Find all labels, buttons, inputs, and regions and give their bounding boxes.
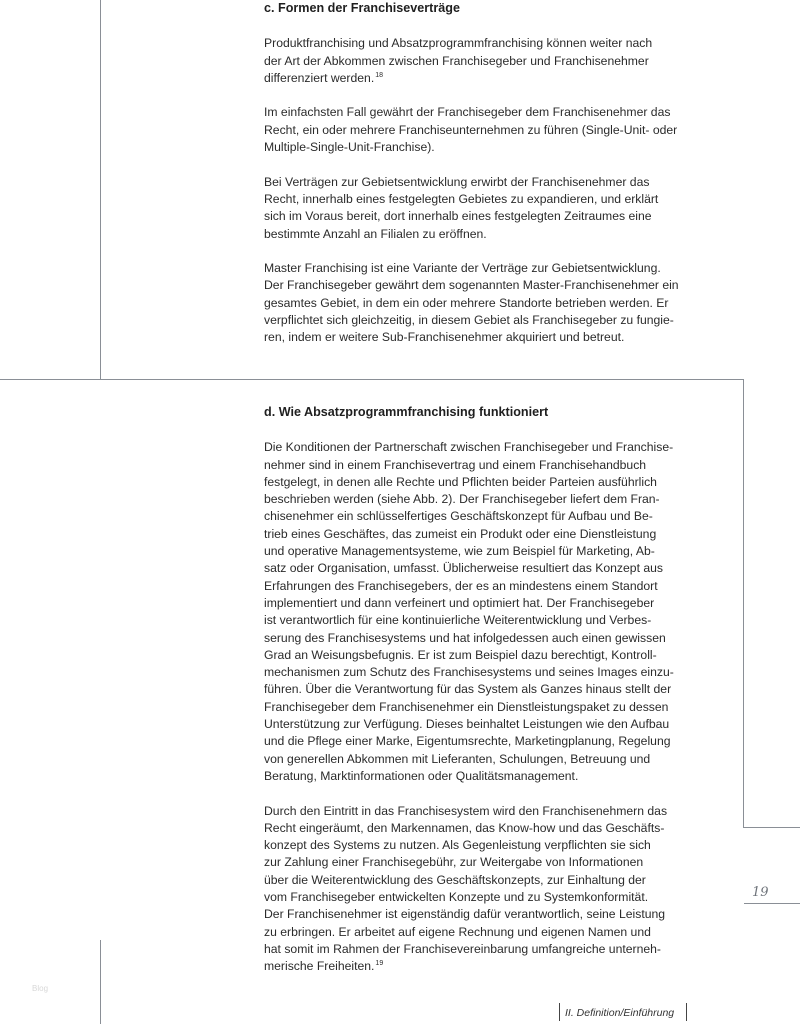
right-bracket-line [743,379,744,828]
section-c [264,0,704,364]
section-c-paragraph: Bei Verträgen zur Gebietsentwicklung erwirbt der Franchisenehmer das Recht, innerhalb eines festgelegten Gebietes zu expandieren, und erklärt sich im Voraus bereit, dort innerhalb eines festgelegten Zeitraumes eine bestimmte Anzahl an Filialen zu eröffnen. [264,174,659,241]
footer-chapter-label: II. Definition/Einführung [565,1007,675,1019]
lower-left-border-line [100,940,101,1024]
page-number-underline [744,903,800,904]
section-d-paragraph: Die Konditionen der Partnerschaft zwischen Franchisegeber und Franchise- nehmer sind in einem Franchisevertrag und einem Franchisehandbuch festgelegt, in denen alle Rechte und Pflichten beider Parteien ausführlich beschrieben werden (siehe Abb. 2). Der Franchisegeber liefert dem Fran- chisenehmer ein schlüsselfertiges Geschäftskonzept für Aufbau und Be- trieb eines Geschäftes, das zumeist ein Produkt oder eine Dienstleistung und operative Managementsysteme, wie zum Beispiel für Marketing, Ab- satz oder Organisation, umfasst. Üblicherweise resultiert das Konzept aus Erfahrungen des Franchisegebers, der es an mindestens einem Standort implementiert und dann verfeinert und optimiert hat. Der Franchisegeber ist verantwortlich für eine kontinuierliche Weiterentwicklung und Verbes- serung des Franchisesystems und hat infolgedessen auch einen gewissen Grad an Weisungsbefugnis. Er ist zum Beispiel dazu berechtigt, Kontroll- mechanismen zum Schutz des Franchisesystems und seines Images einzu- führen. Über die Verantwortung für das System als Ganzes hinaus stellt der Franchisegeber dem Franchisenehmer ein Dienstleistungspaket zu dessen Unterstützung zur Verfügung. Dieses beinhaltet Leistungen wie den Aufbau und die Pflege einer Marke, Eigentumsrechte, Marketingplanung, Regelung von generellen Abkommen mit Lieferanten, Schulungen, Betreuung und Beratung, Marktinformationen oder Qualitätsmanagement. [264,440,674,783]
paragraph-text: Produktfranchising und Absatzprogrammfranchising können weiter nach der Art der Abkommen zwischen Franchisegeber und Franchisenehmer differenziert werden. [264,36,653,85]
section-c-paragraph: Master Franchising ist eine Variante der Verträge zur Gebietsentwicklung. Der Franchisegeber gewährt dem sogenannten Master-Franchisenehmer ein gesamtes Gebiet, in dem ein oder mehrere Standorte betrieben werden. Er verpflichtet sich gleichzeitig, in diesem Gebiet als Franchisegeber zu fungie- ren, indem er weitere Sub-Franchisenehmer akquiriert und betreut. [264,261,679,345]
section-divider-line [0,379,744,380]
section-d [264,404,704,993]
section-c-heading: c. Formen der Franchiseverträge [264,1,460,15]
section-d-paragraph [264,803,704,976]
footnote-marker: 18 [375,71,383,79]
footnote-marker: 19 [375,960,384,968]
section-c-paragraph: Im einfachsten Fall gewährt der Franchisegeber dem Franchisenehmer das Recht, ein oder mehrere Franchiseunternehmen zu führen (Single-Unit- oder Multiple-Single-Unit-Franchise). [264,105,678,155]
footer-separator-right [686,1003,687,1021]
section-d-heading: d. Wie Absatzprogrammfranchising funktioniert [264,405,549,419]
section-c-paragraph [264,35,704,87]
footer-separator-left [559,1003,560,1021]
watermark-text: Blog [32,984,49,993]
left-border-line [100,0,101,380]
right-bracket-bottom-line [743,827,800,828]
page-number: 19 [752,885,769,900]
paragraph-text: Durch den Eintritt in das Franchisesystem wird den Franchisenehmern das Recht eingeräumt, den Markennamen, das Know-how und das Geschäfts- konzept des Systems zu nutzen. Als Gegenleistung verpflichten sie sich zur Zahlung einer Franchisegebühr, zur Weitergabe von Informationen über die Weiterentwicklung des Geschäftskonzepts, zur Einhaltung der vom Franchisegeber entwickelten Konzepte und zu Systemkonformität. Der Franchisenehmer ist eigenständig dafür verantwortlich, seine Leistung zu erbringen. Er arbeitet auf eigene Rechnung und eigenen Namen und hat somit im Rahmen der Franchisevereinbarung umfangreiche unterneh- merische Freiheiten. [264,803,668,974]
